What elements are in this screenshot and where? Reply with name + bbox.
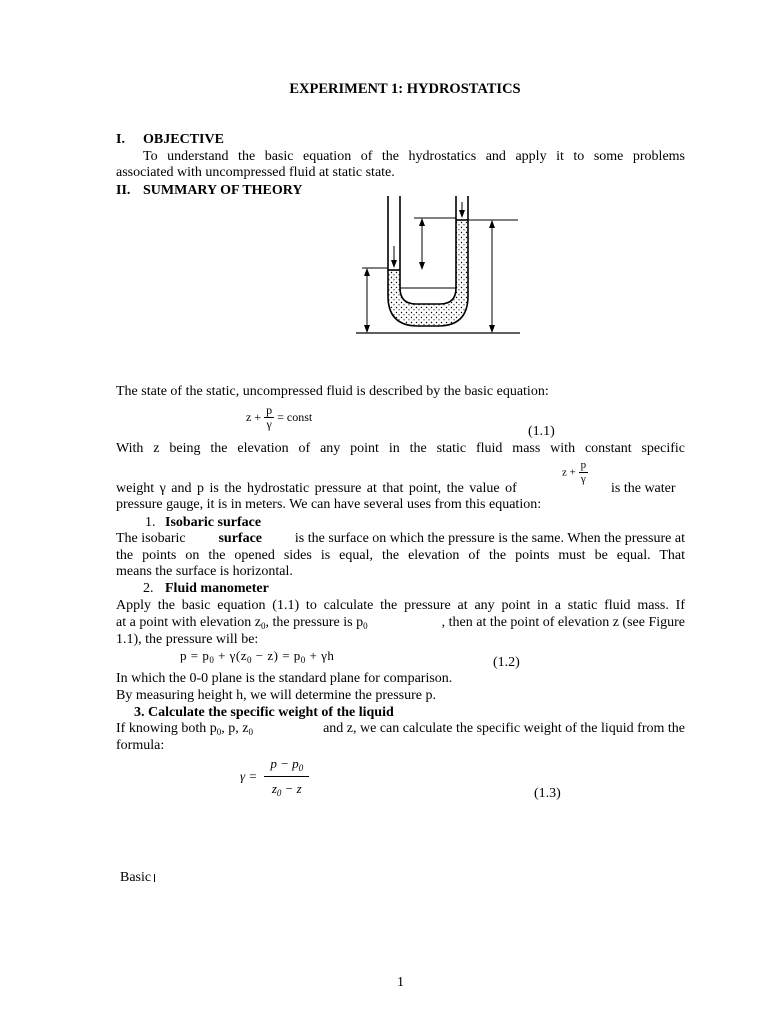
item-2-heading: Fluid manometer [165, 581, 269, 596]
inline-fraction [579, 459, 589, 486]
equation-1-1 [246, 404, 312, 431]
theory-para-line-3: pressure gauge, it is in meters. We can have several uses from this equation: [116, 497, 542, 512]
manometer-line-3: 1.1), the pressure will be: [116, 632, 259, 647]
eq3-denominator: $z_0 - z$ [271, 781, 302, 798]
section-heading-objective: OBJECTIVE [143, 132, 224, 147]
eq3-numerator: $p - p_0$ [264, 756, 309, 777]
manometer-line-2 [116, 614, 685, 631]
isobaric-line-1a: The isobaric [116, 531, 186, 546]
inline-head-expression [562, 459, 588, 486]
item-3-heading: 3. Calculate the specific weight of the liquid [134, 705, 394, 720]
theory-intro: The state of the static, uncompressed fluid is described by the basic equation: [116, 384, 549, 399]
item-2-number: 2. [143, 581, 154, 596]
manometer-line-1: Apply the basic equation (1.1) to calculate the pressure at any point in a static fluid mass. If [116, 598, 685, 613]
theory-para-line-1: With z being the elevation of any point in the static fluid mass with constant specific [116, 441, 685, 456]
section-number-objective: I. [116, 132, 125, 147]
equation-1-3-label: (1.3) [534, 786, 561, 801]
eq1-denominator: γ [266, 417, 272, 431]
u-tube-manometer-figure [350, 196, 525, 338]
eq1-numerator: p [266, 403, 273, 417]
isobaric-line-1b: surface [218, 531, 263, 546]
inline-z-term: z + [562, 466, 576, 479]
equation-1-2-label: (1.2) [493, 655, 520, 670]
specific-weight-line-2: formula: [116, 738, 165, 753]
isobaric-line-1c: is the surface on which the pressure is the same. When the pressure at [294, 531, 685, 546]
theory-para-line-2b: is the water [611, 481, 676, 496]
isobaric-line-3: means the surface is horizontal. [116, 564, 293, 579]
isobaric-line-2: the points on the opened sides is equal, the elevation of the points must be equal. That [116, 548, 685, 563]
eq1-fraction [264, 404, 274, 431]
specific-weight-line-1-part-c: and z, we can calculate the specific weight of the liquid from the [323, 721, 685, 736]
objective-line-2: associated with uncompressed fluid at static state. [116, 165, 395, 180]
specific-weight-line-1 [116, 720, 685, 737]
truncated-text-fragment: Basic [120, 869, 155, 886]
measure-height-note: By measuring height h, we will determine the pressure p. [116, 688, 436, 703]
manometer-line-2-part-c: , then at the point of elevation z (see Figure [441, 615, 685, 630]
equation-1-2: $p = p_0 + \gamma(z_0 - z) = p_0 + \gamma h$ [180, 648, 335, 665]
eq3-lhs: γ = [240, 768, 258, 784]
item-1-number: 1. [145, 515, 156, 530]
isobaric-line-1 [116, 530, 685, 547]
page-title: EXPERIMENT 1: HYDROSTATICS [289, 81, 521, 97]
specific-weight-line-1-part-a: If knowing both $p_0$, p, $z_0$ [116, 721, 253, 737]
equation-1-1-label: (1.1) [528, 424, 555, 439]
inline-numerator: p [580, 459, 587, 471]
theory-para-line-2a: weight γ and p is the hydrostatic pressure at that point, the value of [116, 481, 517, 496]
section-heading-theory: SUMMARY OF THEORY [143, 183, 303, 198]
eq1-z-term: z + [246, 410, 262, 424]
objective-line-1: To understand the basic equation of the hydrostatics and apply it to some problems [143, 149, 685, 164]
equation-1-3 [240, 756, 309, 797]
item-1-heading: Isobaric surface [165, 515, 262, 530]
inline-denominator: γ [580, 473, 586, 485]
page-number: 1 [397, 975, 404, 990]
eq3-fraction [264, 756, 309, 797]
reference-plane-note: In which the 0-0 plane is the standard plane for comparison. [116, 671, 453, 686]
eq1-rhs: = const [277, 410, 313, 424]
section-number-theory: II. [116, 183, 131, 198]
manometer-line-2-part-a: at a point with elevation $z_0$, the pressure is $p_0$ [116, 615, 368, 631]
